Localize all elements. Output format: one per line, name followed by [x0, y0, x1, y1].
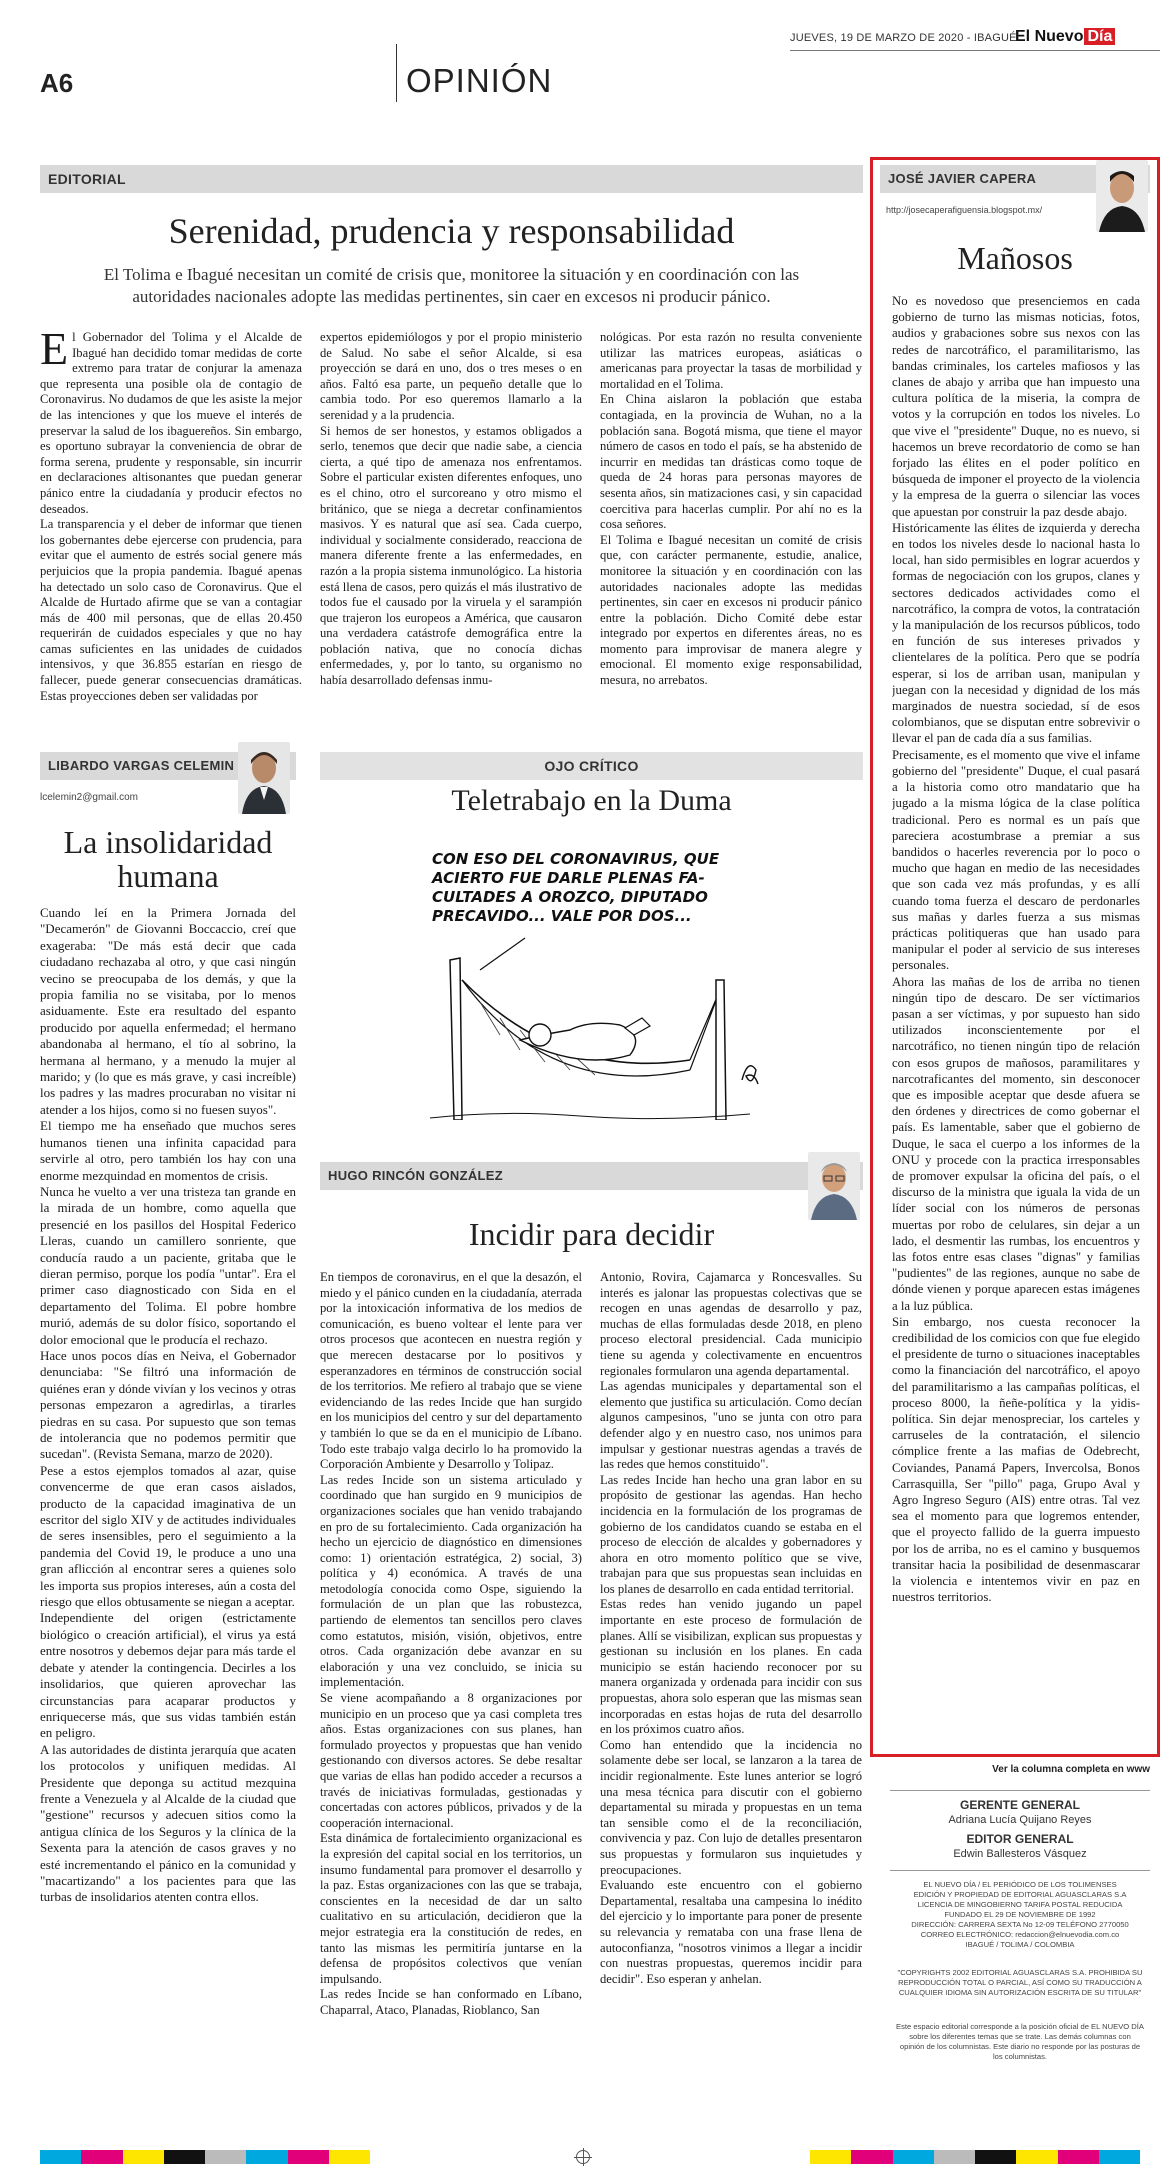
cmyk-magenta-3 [851, 2150, 892, 2164]
capera-avatar [1096, 160, 1148, 232]
masthead-mid-rule [890, 1870, 1150, 1871]
editorial-col3-text: nológicas. Por esta razón no resulta conveniente utilizar las matrices europeas, asiáticas o americanas para proyectar la tasas de morbilidad y mortalidad en el Tolima. En China aislaron la población que estaba contagiada, en la provincia de Wuhan, no a la población sana. Bogotá misma, que tiene el mayor número de casos en todo el país, se ha abstenido de incurrir en medidas tan drásticas como toque de queda de 24 horas para personas mayores de sesenta años, sin matizaciones casi, y sin capacidad coercitiva para hacerlas cumplir. Por ahí no es la cosa señores. El Tolima e Ibagué necesitan un comité de crisis que, con carácter permanente, estudie, analice, monitoree la situación y en coordinación con las autoridades nacionales adopte las medidas pertinentes, sin caer en excesos ni producir pánico entre la población. Dicho Comité debe estar integrado por expertos en diferentes áreas, no es momento para improvisar de manera alegre y emocional. El momento exige responsabilidad, mesura, no arrebatos. [600, 330, 862, 688]
gerente-name: Adriana Lucía Quijano Reyes [948, 1814, 1092, 1826]
editorial-deck: El Tolima e Ibagué necesitan un comité de crisis que, monitoree la situación y en coordinación con las autoridades nacionales adopte las medidas pertinentes, sin caer en excesos ni producir pánico. [103, 265, 800, 306]
editorial-dropcap: E [40, 330, 69, 374]
cmyk-cyan-2 [246, 2150, 287, 2164]
editorial-col1-text: l Gobernador del Tolima y el Alcalde de Ibagué han decidido tomar medidas de corte extremo para tratar de conjurar la amenaza que representa una posible ola de contagio de Coronavirus. No dudamos de que les asiste la mejor de las intenciones y que los mueve el interés de preservar la salud de los ibaguereños. Sin embargo, es oportuno subrayar la conveniencia de obrar de forma serena, prudente y responsable, sin incurrir en declaraciones altisonantes que puedan generar pánico entre la ciudadanía y producir efectos no deseados. La transparencia y el deber de informar que tienen los gobernantes debe ejercerse con prudencia, para evitar que el aumento de estrés social genere más perjuicios que la propia pandemia. Ibagué apenas ha detectado un solo caso de Coronavirus. Que el Alcalde de Hurtado afirme que se van a contagiar más de 400 mil personas, que de ellas 20.450 requerirán de cuidados especiales y que no hay camas suficientes en las unidades de cuidados intensivos, y que 36.855 estarían en riesgo de fallecer, puede generar consecuencias dramáticas. Estas proyecciones deben ser validadas por [40, 330, 302, 703]
capera-body [892, 293, 1140, 1753]
capera-title: Mañosos [957, 240, 1073, 276]
ojo-critico-title: Teletrabajo en la Duma [451, 784, 732, 817]
rincon-col2-text: Antonio, Rovira, Cajamarca y Roncesvalles. Su interés es jalonar las propuestas colectivas que se recogen en unas agendas de desarrollo y paz, muchas de ellas formuladas desde 2018, en pleno proceso electoral presidencial. Cada municipio tiene su agenda y colectivamente en encuentros regionales formularon una agenda departamental. Las agendas municipales y departamental son el elemento que justifica su articulación. Como decían algunos campesinos, "uno se junta con otro para defender algo y en nuestro caso, nos unimos para impulsar y gestionar nuestras agendas a través de las redes que hemos constituido". Las redes Incide han hecho una gran labor en su propósito de gestionar las agendas. Han hecho incidencia en la formulación de los programas de gobierno de los candidatos cuando se estaba en el proceso de elección de alcaldes y gobernadores y ahora en otro momento político que se vive, trabajan para que sus propuestas sean incluidas en los planes de desarrollo en cada entidad territorial. Estas redes han venido jugando un papel importante en este proceso de formulación de planes. Allí se visibilizan, explican sus propuestas y gestionan su inclusión en los planes. En cada municipio se están haciendo reconocer por su manera organizada y ordenada para incidir con sus propuestas, ahora solo esperan que las mismas sean incorporadas en estas hojas de ruta del desarrollo en los próximos cuatro años. Como han entendido que la incidencia no solamente debe ser local, se lanzaron a la tarea de incidir regionalmente. Este lunes anterior se logró una mesa técnica para discutir con el gobierno departamental su mirada y propuestas en un tema tan sensible como el de la reconciliación, convivencia y paz. Con lujo de detalles presentaron sus propuestas y formularon sus inquietudes y preocupaciones. Evaluando este encuentro con el gobierno Departamental, resaltaba una campesina lo inédito del ejercicio y lo importante para poner de presente su relevancia y remataba con una frase llena de autoconfianza, "nosotros vinimos a llegar a incidir con nuestras propuestas, queremos incidir para decidir". Eso esperan y anhelan. [600, 1270, 862, 1986]
masthead-top-rule [890, 1790, 1150, 1791]
editor-name: Edwin Ballesteros Vásquez [953, 1848, 1087, 1860]
registration-mark-icon [576, 2150, 590, 2164]
capera-body-text: No es novedoso que presenciemos en cada gobierno de turno las mismas noticias, fotos, audios y grabaciones sobre sus nexos con las redes de narcotráfico, el paramilitarismo, las bandas criminales, los carteles mafiosos y las clanes de abajo y arriba que han impuesto una cultura política de la miseria, la compra de votos y la corrupción en todos los niveles. Lo que vive el "presidente" Duque, no es nuevo, si hacemos un breve recordatorio de como se han forjado las élites en el poder político en búsqueda de imponer el proyecto de la violencia y la empresa de la guerra o silenciar las voces que apuestan por construir la paz desde abajo. Históricamente las élites de izquierda y derecha en todos los niveles desde lo nacional hasta lo local, han sido permisibles en lograr acuerdos y formas de negociación con los grupos, clanes y sectores dedicados actividades como el narcotráfico, la compra de votos, la contratación y la manipulación de los recursos públicos, todo en función de sus intereses privados y clientelares de la política. Pero que se podría esperar, si los de arriban usan, manipulan y juegan con la necesidad y dignidad de los más marginados de nuestra sociedad, sí de esos colombianos, que se disputan entre sobrevivir o llevar el pan de cada día a sus familias. Precisamente, es el momento que vive el infame gobierno del "presidente" Duque, el cual pasará a la historia como otro mandatario que ha jugado a la misma lógica de la clase política tradicional. Pero es normal es un país que pareciera acostumbrase a premiar a sus bandidos o hacerles reverencia por lo poco o mucho que hagan en medio de las necesidades que son cada vez más profundas, y es allí cuando toma fuerza el descaro de perdonarles sus mañas y darles fuerza a sus mismas prácticas politiqueras que han usado para manipular el poder al servicio de sus intereses personales. Ahora las mañas de los de arriba no tienen ningún tipo de descaro. De ser víctimarios pasan a ser víctimas, y por supuesto han sido utilizados inconscientemente por el narcotráfico, no tienen ningún tipo de relación con esos grupos de mañosos, paramilitares y narcotraficantes del momento, sin desconocer que es imposible aceptar que desde afuera se den órdenes y directrices de como gobernar el país. Es lamentable, saber que el gobierno de Duque, le saca el cuerpo a los informes de la ONU y procede con la practica irresponsables de promover expulsar la oficina del país, o el discurso de la ministra que iguala la vida de un líder social con los números de personas muertas por robo de celulares, sin dejar a un lado, el desmentir las rumbas, los encuentros y las fotos entre esas clases "dignas" y familias "pudientes" de las regiones, aunque no sabe de dónde vienen y porque aparecen estas imágenes a la luz pública. Sin embargo, nos cuesta reconocer la credibilidad de los comicios con que fue elegido el presidente de turno o situaciones inaceptables como la financiación del narcotráfico, el apoyo del paramilitarismo a las campañas políticas, el proceso 8000, la ñeñe-política y la yidis-política. Sin dejar menospreciar, los carteles y carruseles de la contratación, el silencio cómplice frente a las mafias de Odebrecht, Coviandes, Panamá Papers, Invercolsa, Bonos Carrasquilla, Ser "pillo" paga, Grupo Aval y Agro Ingreso Seguro (AIS) entre otras. Tal vez sea el momento para que logremos entender, que el proyecto fallido de la guerra impuesto por los de arriba, no es el camino y busquemos transitar hacia la posibilidad de desenmascarar la violencia e intentemos vivir en paz en nuestros territorios. [892, 294, 1140, 1605]
rincon-title: Incidir para decidir [468, 1216, 715, 1252]
cartoon [420, 830, 780, 1120]
cmyk-magenta-2 [288, 2150, 329, 2164]
editorial-label: EDITORIAL [48, 171, 126, 187]
editorial-column-1 [40, 330, 302, 725]
rincon-label-bar [320, 1162, 863, 1190]
masthead-copyright: "COPYRIGHTS 2002 EDITORIAL AGUASCLARAS S.A. PROHIBIDA SU REPRODUCCIÓN TOTAL O PARCIAL, ASÍ COMO SU TRADUCCIÓN A CUALQUIER IDIOMA SIN AUTORIZACIÓN ESCRITA DE SU TITULAR" [897, 1968, 1143, 1997]
cartoon-line-3: CULTADES A OROZCO, DIPUTADO [432, 888, 708, 906]
masthead-disclaimer: Este espacio editorial corresponde a la posición oficial de EL NUEVO DÍA sobre los diferentes temas que se trate. Las demás columnas con opinión de los columnistas. Este diario no responde por las posturas de los columnistas. [896, 2022, 1144, 2061]
capera-more-link[interactable]: Ver la columna completa en www [992, 1764, 1150, 1775]
cmyk-gray [205, 2150, 246, 2164]
cartoon-drawing [420, 830, 780, 1120]
capera-author: JOSÉ JAVIER CAPERA [888, 171, 1037, 186]
cmyk-yellow-2 [329, 2150, 370, 2164]
cartoon-line-4: PRECAVIDO... VALE POR DOS... [432, 907, 692, 925]
vargas-body-text: Cuando leí en la Primera Jornada del "Decamerón" de Giovanni Boccaccio, creí que exageraba: "De más está decir que cada ciudadano rechazaba al otro, y que casi ningún vecino se preocupaba de los demás, y que la propia familia no se visitaba, por lo menos asiduamente. Este era resultado del espanto producido por aquella enfermedad; el hermano abandonaba al hermano, el tío al sobrino, la hermana al hermano, y a menudo la mujer al marido; y (lo que es más grave, y casi increíble) los padres y las madres procuraban no visitar ni atender a los hijos, como si no fuesen suyos". El tiempo me ha enseñado que muchos seres humanos tienen una infinita capacidad para servirle al otro, pero también los hay con una enorme mezquindad en momentos de crisis. Nunca he vuelto a ver una tristeza tan grande en la mirada de un hombre, como aquella que presencié en los pasillos del Hospital Federico Lleras, cuando un camillero sonriente, que conducía raudo a un paciente, gritaba que le dieran permiso, porque los podía "untar". Era el primer caso diagnosticado con Sida en el departamento del Tolima. El pobre hombre murió, además de su dolor físico, soportando el dolor emocional que le producía el rechazo. Hace unos pocos días en Neiva, el Gobernador denunciaba: "Se filtró una información de quiénes eran y dónde vivían y los vecinos y otras personas empezaron a agredirlas, a tirarles piedras en su casa. Por supuesto que son temas de intolerancia que no podemos permitir que sucedan". (Revista Semana, marzo de 2020). Pese a estos ejemplos tomados al azar, quise convencerme de que eran casos aislados, producto de la capacidad imaginativa de un escritor del siglo XIV y de actitudes individuales de seres insensibles, pero el seguimiento a la pandemia del Covid 19, le produce a uno una gran aflicción al encontrar seres a quienes solo les importa sus propios intereses, aún a costa del riesgo que ellos obtusamente se niegan a aceptar. Independiente del origen (estrictamente biológico o creación artificial), el virus ya está entre nosotros y debemos dejar para más tarde el debate y atender la contingencia. Decirles a los insolidarios, que quieren aprovechar las circunstancias para acaparar productos y enriquecerse más, que sus vidas también están en peligro. A las autoridades de distinta jerarquía que acaten los protocolos y unifiquen medidas. Al Presidente que deponga su actitud mezquina frente a Venezuela y al Alcalde de la ciudad que "gestione" recursos y adecuen sitios como la antigua clínica de los Seguros y la clínica de la Sexenta para la atención de casos graves y no esté incrementando el pánico en la comunidad y "macartizando" a los pacientes para que las turbas de insolidarios atenten contra ellos. [40, 905, 296, 1905]
rincon-column-1 [320, 1270, 582, 2130]
cmyk-gray-2 [934, 2150, 975, 2164]
cmyk-yellow-3 [810, 2150, 851, 2164]
cmyk-cyan-3 [893, 2150, 934, 2164]
ojo-critico-label-bar [320, 752, 863, 780]
vargas-body [40, 905, 296, 2130]
cartoon-line-2: ACIERTO FUE DARLE PLENAS FA- [432, 869, 705, 887]
vargas-title: La insolidaridad humana [63, 824, 273, 894]
brand-logo [1015, 28, 1115, 46]
cmyk-magenta [81, 2150, 122, 2164]
editorial-title: Serenidad, prudencia y responsabilidad [168, 211, 735, 251]
header-date: JUEVES, 19 DE MARZO DE 2020 - IBAGUÉ [790, 32, 1017, 44]
header-top-rule [790, 50, 1160, 51]
cmyk-magenta-4 [1058, 2150, 1099, 2164]
editorial-label-bar [40, 165, 863, 193]
masthead-legal: EL NUEVO DÍA / EL PERIÓDICO DE LOS TOLIMENSES EDICIÓN Y PROPIEDAD DE EDITORIAL AGUASCLARAS S.A LICENCIA DE MINGOBIERNO TARIFA POSTAL REDUCIDA FUNDADO EL 29 DE NOVIEMBRE DE 1992 DIRECCIÓN: CARRERA SEXTA No 12-09 TELÉFONO 2770050 CORREO ELECTRÓNICO: redaccion@elnuevodia.com.co IBAGUÉ / TOLIMA / COLOMBIA [911, 1880, 1129, 1949]
cartoon-line-1: CON ESO DEL CORONAVIRUS, QUE [432, 850, 720, 868]
brand-nuevo: Nuevo [1034, 28, 1084, 45]
rincon-author: HUGO RINCÓN GONZÁLEZ [328, 1168, 503, 1183]
section-title: OPINIÓN [406, 62, 553, 99]
cmyk-bar-left [40, 2150, 370, 2164]
cmyk-cyan [40, 2150, 81, 2164]
section-divider [396, 44, 397, 102]
cmyk-black-2 [975, 2150, 1016, 2164]
editorial-col2-text: expertos epidemiólogos y por el propio ministerio de Salud. No sabe el señor Alcalde, si esa proyección se dará en uno, dos o tres meses o en años. Faltó esa parte, un pequeño detalle que lo cambia todo. Por eso queremos llamarlo a la serenidad y a la prudencia. Si hemos de ser honestos, y estamos obligados a serlo, tenemos que decir que nadie sabe, a ciencia cierta, a qué tipo de amenaza nos enfrentamos. Sobre el particular existen diferentes enfoques, uno es el chino, otro el surcoreano y otro mismo el británico, que se niega a decretar confinamientos masivos. Y es natural que así sea. Cada cuerpo, individual y socialmente considerado, reacciona de manera diferente frente a las enfermedades, en razón a la propia sistema inmunológico. La historia está llena de casos, pero quizás el más ilustrativo de todos fue el causado por la viruela y el sarampión que trajeron los europeos a América, que causaron una verdadera catástrofe demográfica entre la población nativa, que no conocía dichas enfermedades, y, por lo tanto, su organismo no había desarrollado defensas inmu- [320, 330, 582, 688]
svg-text:CON ESO DEL CORONAVIRUS, QUE [431, 850, 724, 925]
gerente-label: GERENTE GENERAL [959, 1798, 1080, 1812]
rincon-col1-text: En tiempos de coronavirus, en el que la desazón, el miedo y el pánico cunden en la ciudadanía, aterrada por la intoxicación informativa de los medios de comunicación, es bueno voltear el lente para ver otros procesos que acontecen en nuestra región y que merecen destacarse por lo positivos y esperanzadores en términos de construcción social de los territorios. Me refiero al trabajo que se viene evidenciando de las redes Incide que han surgido en los municipios del centro y sur del departamento y también lo que se da en el municipio de Líbano. Todo este trabajo valga decirlo lo ha promovido la Corporación Ambiente y Desarrollo y Tolipaz. Las redes Incide son un sistema articulado y coordinado que han surgido en 9 municipios de organizaciones sociales que han venido trabajando en pro de su fortalecimiento. Cada organización ha hecho un ejercicio de diagnóstico en dimensiones como: 1) orientación estratégica, 2) social, 3) política y 4) económica. A través de una metodología conocida como Ospe, siguiendo la formulación de un plan que las robustezca, partiendo de elementos tan sencillos pero claves como estatutos, misión, visión, objetivos, entre otros. Cada organización debe avanzar en su elaboración y una vez concluido, se inicia su implementación. Se viene acompañando a 8 organizaciones por municipio en un proceso que ya casi completa tres años. Estas organizaciones con sus planes, han formulado proyectos y propuestas que han venido gestionando con diversos actores. Se debe resaltar que varias de ellas han podido acceder a recursos a través de iniciativas formuladas, gestionadas y concertadas con actores públicos, privados y de la cooperación internacional. Esta dinámica de fortalecimiento organizacional es la expresión del capital social en los territorios, un insumo fundamental para promover el desarrollo y la paz. Estas organizaciones con las que se trabaja, conscientes en la necesidad de dar un salto cualitativo en su articulación, decidieron que la mejor estrategia era la constitución de redes, en tanto las mismas les permitiría juntarse en la defensa de propósitos colectivos que venían impulsando. Las redes Incide se han conformado en Líbano, Chaparral, Ataco, Planadas, Rioblanco, San [320, 1270, 582, 2017]
vargas-author: LIBARDO VARGAS CELEMIN [48, 758, 235, 773]
capera-url[interactable]: http://josecaperafiguensia.blogspot.mx/ [886, 205, 1043, 215]
cmyk-bar-right [810, 2150, 1140, 2164]
cmyk-cyan-4 [1099, 2150, 1140, 2164]
vargas-email: lcelemin2@gmail.com [40, 792, 138, 803]
cmyk-black [164, 2150, 205, 2164]
brand-el: El [1015, 28, 1031, 45]
ojo-critico-label: OJO CRÍTICO [544, 758, 639, 774]
brand-dia: Día [1084, 28, 1115, 45]
cmyk-yellow [123, 2150, 164, 2164]
editor-label: EDITOR GENERAL [966, 1832, 1074, 1846]
cmyk-yellow-4 [1016, 2150, 1057, 2164]
vargas-avatar [238, 742, 290, 814]
editorial-column-2 [320, 330, 582, 725]
page-number: A6 [40, 68, 74, 98]
masthead-box [880, 1790, 1160, 2130]
rincon-avatar [808, 1152, 860, 1220]
rincon-column-2 [600, 1270, 862, 2130]
editorial-column-3 [600, 330, 862, 725]
